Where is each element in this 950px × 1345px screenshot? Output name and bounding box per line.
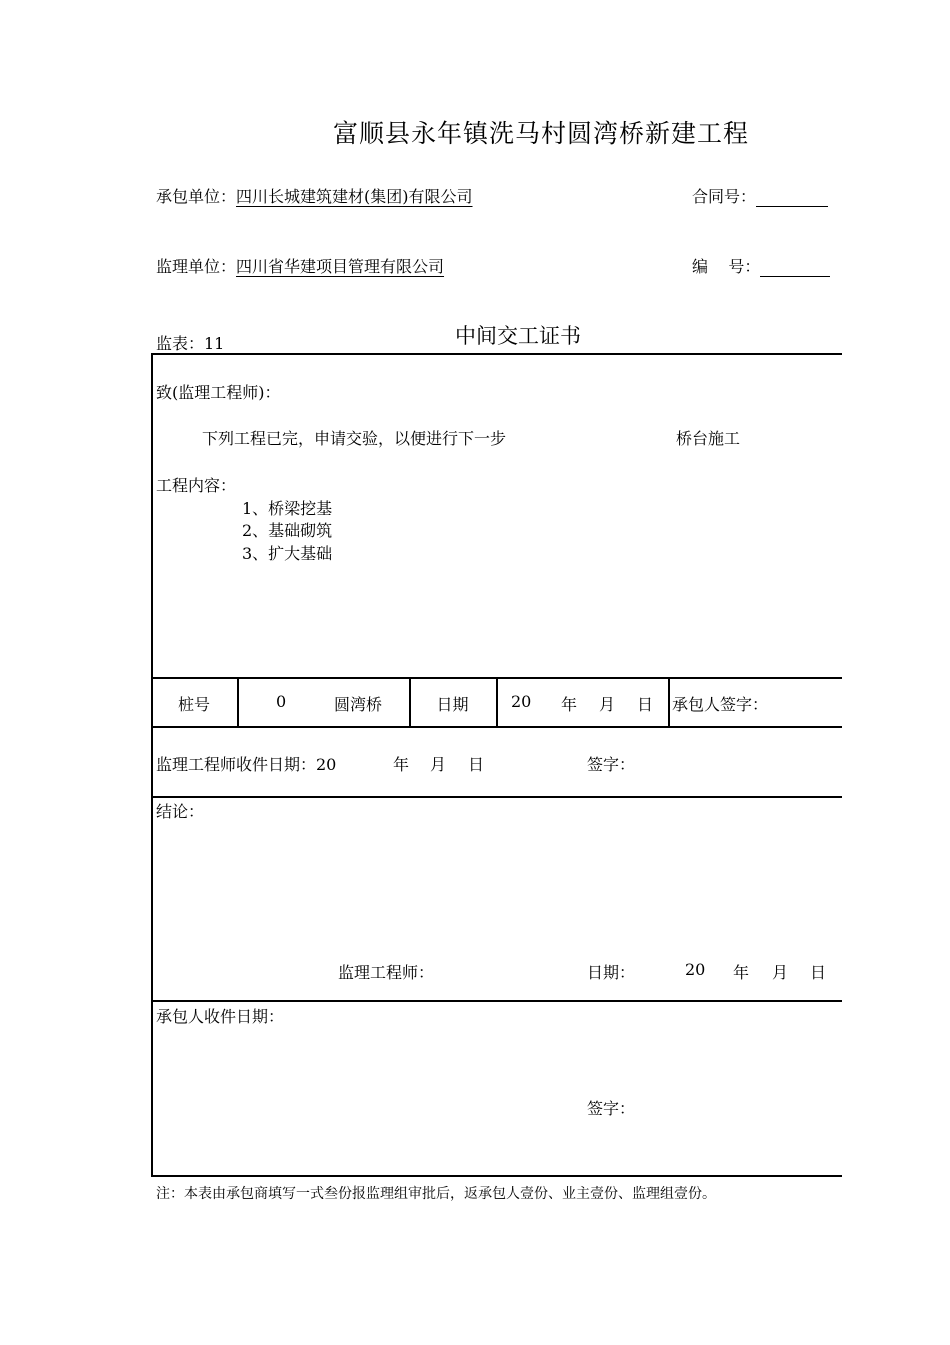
work-content-label: 工程内容： xyxy=(156,476,237,495)
conclusion-label: 结论： xyxy=(156,802,205,821)
row-divider-4 xyxy=(151,1000,842,1002)
station-label: 桩号 xyxy=(177,695,210,714)
date-month: 月 xyxy=(599,695,616,714)
contractor-receipt-sign-label: 签字： xyxy=(587,1099,636,1118)
conclusion-engineer-label: 监理工程师： xyxy=(338,963,435,982)
date-label: 日期 xyxy=(436,695,469,714)
bridge-name: 圆湾桥 xyxy=(334,695,383,714)
footer-note: 注：本表由承包商填写一式叁份报监理组审批后，返承包人壹份、业主壹份、监理组壹份。 xyxy=(156,1186,716,1202)
number-row xyxy=(692,254,830,277)
receipt-day: 日 xyxy=(468,755,485,774)
contract-no-row xyxy=(692,184,828,207)
conclusion-year: 年 xyxy=(733,963,750,982)
station-value: 0 xyxy=(276,692,287,711)
work-item: 2、基础砌筑 xyxy=(242,521,333,540)
supervisor-row xyxy=(156,254,444,277)
table-top-border xyxy=(151,353,842,355)
col-divider-1 xyxy=(237,677,239,727)
col-divider-4 xyxy=(668,677,670,727)
conclusion-year-prefix: 20 xyxy=(685,960,706,979)
row-divider-3 xyxy=(151,796,842,798)
col-divider-3 xyxy=(496,677,498,727)
request-text: 下列工程已完，申请交验，以便进行下一步 xyxy=(202,429,507,448)
engineer-receipt-label: 监理工程师收件日期：20 xyxy=(156,755,337,774)
table-bottom-border xyxy=(151,1175,842,1177)
number-label: 编 号： xyxy=(692,257,761,276)
date-year-prefix: 20 xyxy=(511,692,532,711)
conclusion-date-label: 日期： xyxy=(587,963,636,982)
contract-no-label: 合同号： xyxy=(692,187,757,206)
contractor-receipt-label: 承包人收件日期： xyxy=(156,1007,285,1026)
contract-no-field[interactable] xyxy=(756,190,828,207)
conclusion-day: 日 xyxy=(810,963,827,982)
contractor-sign-label: 承包人签字： xyxy=(672,695,769,714)
next-step-value: 桥台施工 xyxy=(676,429,741,448)
conclusion-month: 月 xyxy=(772,963,789,982)
receipt-year: 年 xyxy=(393,755,410,774)
number-field[interactable] xyxy=(760,260,830,277)
contractor-label: 承包单位： xyxy=(156,187,237,206)
project-title: 富顺县永年镇洗马村圆湾桥新建工程 xyxy=(332,119,749,148)
work-item: 3、扩大基础 xyxy=(242,544,333,563)
contractor-row xyxy=(156,184,473,207)
date-year: 年 xyxy=(561,695,578,714)
form-title: 中间交工证书 xyxy=(455,324,581,348)
table-left-border xyxy=(151,353,153,1176)
to-engineer-label: 致(监理工程师)： xyxy=(156,383,281,402)
contractor-name: 四川长城建筑建材(集团)有限公司 xyxy=(236,187,473,206)
receipt-sign-label: 签字： xyxy=(587,755,636,774)
work-item: 1、桥梁挖基 xyxy=(242,499,333,518)
date-day: 日 xyxy=(637,695,654,714)
receipt-month: 月 xyxy=(430,755,447,774)
supervisor-name: 四川省华建项目管理有限公司 xyxy=(236,257,445,276)
supervisor-label: 监理单位： xyxy=(156,257,237,276)
form-code: 监表：11 xyxy=(156,334,225,353)
